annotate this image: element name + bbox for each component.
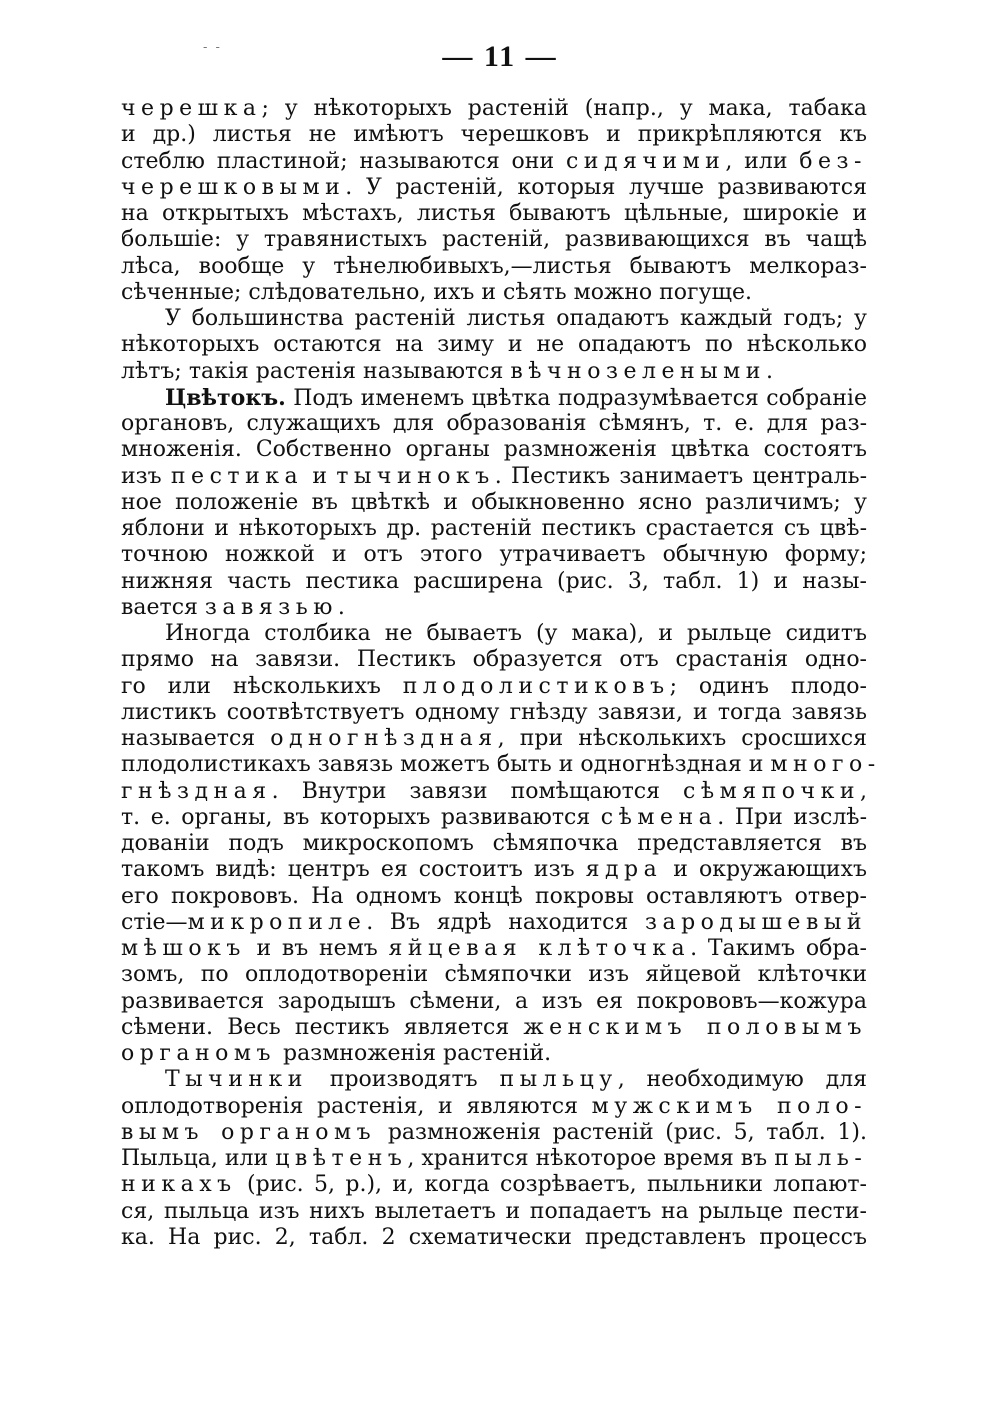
text-line: органовъ, служащихъ для образованія сѣмянъ, т. е. для раз- bbox=[121, 411, 867, 436]
text-line: прямо на завязи. Пестикъ образуется отъ срастанія одно- bbox=[121, 647, 867, 673]
text-line: У большинства растеній листья опадаютъ каждый годъ; у bbox=[165, 306, 867, 331]
text-line: Тычинки производятъ пыльцу, необходимую для bbox=[165, 1067, 867, 1093]
text-line: точною ножкой и отъ этого утрачиваетъ обычную форму; bbox=[121, 542, 867, 568]
text-line: черешка; у нѣкоторыхъ растеній (напр., у мака, табака bbox=[121, 96, 867, 121]
text-line: Пыльца, или цвѣтенъ, хранится нѣкоторое время въ пыль- bbox=[121, 1146, 868, 1171]
text-line: Иногда столбика не бываетъ (у мака), и рыльце сидитъ bbox=[165, 621, 867, 646]
text-line: лѣтъ; такія растенія называются вѣчнозелеными. bbox=[121, 358, 773, 384]
paragraph bbox=[121, 306, 867, 385]
text-line: органомъ размноженія растеній. bbox=[121, 1041, 552, 1066]
text-line: зомъ, по оплодотвореніи сѣмяпочки изъ яйцевой клѣточки bbox=[121, 962, 867, 988]
text-line: и др.) листья не имѣютъ черешковъ и прикрѣпляются къ bbox=[121, 122, 867, 148]
body-text bbox=[121, 96, 881, 1251]
text-line: лѣса, вообще у тѣнелюбивыхъ,—листья бываютъ мелкораз- bbox=[121, 253, 867, 279]
text-line: множенія. Собственно органы размноженія цвѣтка состоятъ bbox=[121, 437, 867, 463]
text-line: развивается зародышъ сѣмени, а изъ ея покрововъ—кожура bbox=[121, 988, 867, 1014]
text-line: листикъ соотвѣтствуетъ одному гнѣзду завязи, и тогда завязь bbox=[121, 699, 867, 725]
paragraph bbox=[121, 385, 867, 621]
text-line: сѣченные; слѣдовательно, ихъ и сѣять можно погуще. bbox=[121, 279, 752, 305]
text-line: стіе—микропиле. Въ ядрѣ находится зародышевый bbox=[121, 909, 867, 935]
paragraph bbox=[121, 621, 881, 1067]
text-line: называется одногнѣздная, при нѣсколькихъ сросшихся bbox=[121, 726, 867, 751]
text-line: ное положеніе въ цвѣткѣ и обыкновенно ясно различимъ; у bbox=[121, 489, 867, 515]
text-line: ка. На рис. 2, табл. 2 схематически представленъ процессъ bbox=[121, 1224, 867, 1250]
text-line: плодолистикахъ завязь можетъ быть и одногнѣздная и много- bbox=[121, 752, 881, 778]
text-line: сѣмени. Весь пестикъ является женскимъ половымъ bbox=[121, 1014, 867, 1040]
paragraph bbox=[121, 1067, 867, 1251]
text-line: го или нѣсколькихъ плодолистиковъ; одинъ плодо- bbox=[121, 673, 867, 699]
text-line: Цвѣтокъ. Подъ именемъ цвѣтка подразумѣвается собраніе bbox=[165, 384, 867, 411]
text-line: такомъ видѣ: центръ ея состоитъ изъ ядра и окружающихъ bbox=[121, 857, 868, 883]
text-line: никахъ (рис. 5, р.), и, когда созрѣваетъ, пыльники лопают- bbox=[121, 1172, 867, 1198]
text-line: вается завязью. bbox=[121, 594, 345, 620]
text-line: ся, пыльца изъ нихъ вылетаетъ и попадаетъ на рыльце пести- bbox=[121, 1198, 867, 1224]
text-line: вымъ органомъ размноженія растеній (рис. 5, табл. 1). bbox=[121, 1119, 867, 1145]
text-line: его покрововъ. На одномъ концѣ покровы оставляютъ отвер- bbox=[121, 883, 867, 909]
corner-mark: - - bbox=[203, 40, 222, 55]
text-line: черешковыми. У растеній, которыя лучше развиваются bbox=[121, 174, 867, 200]
text-line: оплодотворенія растенія, и являются мужскимъ поло- bbox=[121, 1093, 868, 1119]
text-line: дованіи подъ микроскопомъ сѣмяпочка представляется въ bbox=[121, 831, 867, 856]
text-line: стеблю пластиной; называются они сидячими, или без- bbox=[121, 148, 867, 174]
section-heading: Цвѣтокъ. bbox=[165, 384, 286, 411]
text-line: яблони и нѣкоторыхъ др. растеній пестикъ срастается съ цвѣ- bbox=[121, 516, 867, 541]
page-number: — 11 — bbox=[442, 40, 558, 73]
paragraph bbox=[121, 96, 867, 306]
text-line: изъ пестика и тычинокъ. Пестикъ занимаетъ централь- bbox=[121, 463, 868, 489]
text-line: мѣшокъ и въ немъ яйцевая клѣточка. Такимъ обра- bbox=[121, 936, 867, 961]
text-line: большіе: у травянистыхъ растеній, развивающихся въ чащѣ bbox=[121, 227, 867, 253]
text-line: нижняя часть пестика расширена (рис. 3, табл. 1) и назы- bbox=[121, 568, 867, 594]
text-line: т. е. органы, въ которыхъ развиваются сѣмена. При изслѣ- bbox=[121, 804, 867, 830]
text-line: на открытыхъ мѣстахъ, листья бываютъ цѣльные, широкіе и bbox=[121, 201, 867, 226]
text-line: гнѣздная. Внутри завязи помѣщаются сѣмяпочки, bbox=[121, 778, 867, 804]
text-line: нѣкоторыхъ остаются на зиму и не опадаютъ по нѣсколько bbox=[121, 332, 867, 358]
